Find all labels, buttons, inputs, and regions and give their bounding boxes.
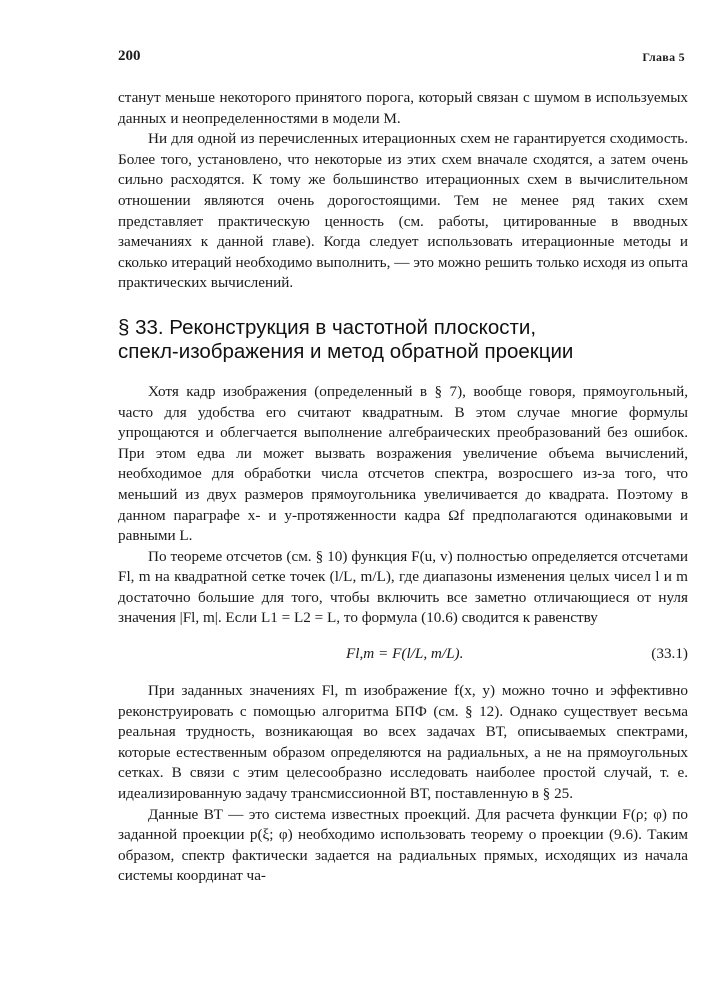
paragraph: По теореме отсчетов (см. § 10) функция F(u, v) полностью определяется отсчетами Fl, m на квадратной сетке точек (l/L, m/L), где диапазоны изменения целых чисел l и m достаточно большие для того, чтобы включить все заметно отличающиеся от нуля значения |Fl, m|. Если L1 = L2 = L, то формула (10.6) сводится к равенству bbox=[118, 547, 688, 627]
page-body bbox=[118, 88, 688, 887]
section-heading-line1: § 33. Реконструкция в частотной плоскости, bbox=[118, 315, 537, 339]
section-heading-line2: спекл-изображения и метод обратной проекции bbox=[118, 339, 574, 363]
paragraph: Хотя кадр изображения (определенный в § 7), вообще говоря, прямоугольный, часто для удобства его считают квадратным. В этом случае многие формулы упрощаются и облегчается выполнение алгебраических преобразований без ошибок. При этом едва ли может вызвать возражения увеличение объема вычислений, необходимое для обработки числа отсчетов спектра, возросшего из-за того, что меньший из двух размеров прямоугольника увеличивается до квадрата. Поэтому в данном параграфе x- и y-протяженности кадра Ωf предполагаются одинаковыми и равными L. bbox=[118, 382, 688, 545]
equation-number: (33.1) bbox=[651, 645, 688, 663]
page-header bbox=[118, 48, 685, 68]
equation bbox=[118, 643, 688, 667]
page-number: 200 bbox=[118, 48, 141, 64]
paragraph: При заданных значениях Fl, m изображение f(x, y) можно точно и эффективно реконструировать с помощью алгоритма БПФ (см. § 12). Однако существует весьма реальная трудность, возникающая во всех задачах ВТ, описываемых спектрами, которые естественным образом определяются на радиальных, а не на прямоугольных сетках. В связи с этим целесообразно исследовать наиболее простой случай, т. е. идеализированную задачу трансмиссионной ВТ, поставленную в § 25. bbox=[118, 682, 688, 803]
equation-expression: Fl,m = F(l/L, m/L). bbox=[346, 645, 464, 663]
section-heading bbox=[118, 316, 688, 364]
paragraph: Данные ВТ — это система известных проекций. Для расчета функции F(ρ; φ) по заданной проекции p(ξ; φ) необходимо использовать теорему о проекции (9.6). Таким образом, спектр фактически задается на радиальных прямых, исходящих из начала системы координат ча- bbox=[118, 805, 688, 885]
running-title: Глава 5 bbox=[642, 50, 685, 64]
paragraph: станут меньше некоторого принятого порога, который связан с шумом в используемых данных и неопределенностями в модели M. bbox=[118, 89, 688, 127]
paragraph: Ни для одной из перечисленных итерационных схем не гарантируется сходимость. Более того, установлено, что некоторые из этих схем вначале сходятся, а затем очень сильно расходятся. К тому же большинство итерационных схем в вычислительном отношении являются очень дорогостоящими. Тем не менее ряд таких схем представляет практическую ценность (см. работы, цитированные в вводных замечаниях к данной главе). Когда следует использовать итерационные методы и сколько итераций необходимо выполнить, — это можно решить только исходя из опыта практических вычислений. bbox=[118, 130, 688, 292]
